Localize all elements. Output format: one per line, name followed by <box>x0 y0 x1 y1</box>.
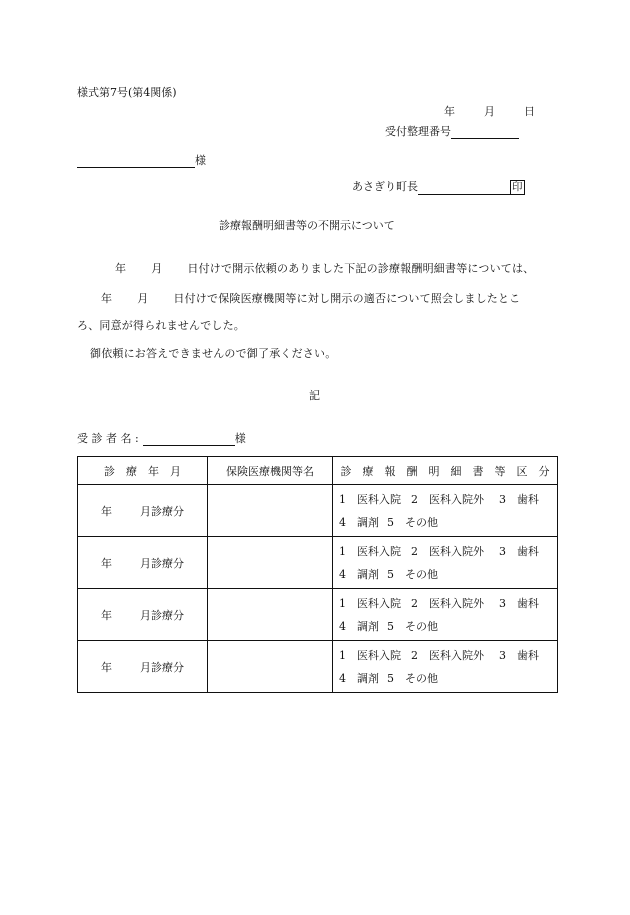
institution-cell <box>208 589 333 641</box>
issuer-blank <box>418 182 510 195</box>
body-line-4: 御依頼にお答えできませんので御了承ください。 <box>90 347 337 360</box>
body-line-2: 年 月 日付けで保険医療機関等に対し開示の適否について照会しましたとこ <box>101 292 521 305</box>
date-month: 月 <box>484 105 495 118</box>
header-treatment-month: 診 療 年 月 <box>78 457 208 485</box>
claims-table <box>77 456 558 693</box>
patient-suffix: 様 <box>234 432 246 445</box>
patient-label: 受 診 者 名 : <box>77 432 139 445</box>
seal-mark: 印 <box>512 181 523 193</box>
form-number: 様式第7号(第4関係) <box>77 86 177 99</box>
table-header-row <box>78 457 558 485</box>
issuer-label: あさぎり町長 <box>352 180 418 193</box>
issuer <box>352 178 525 195</box>
table-row <box>78 485 558 537</box>
treatment-month-cell: 年 月診療分 <box>78 641 208 693</box>
treatment-month-cell: 年 月診療分 <box>78 537 208 589</box>
treatment-month-cell: 年 月診療分 <box>78 485 208 537</box>
header-institution: 保険医療機関等名 <box>208 457 333 485</box>
table-row <box>78 537 558 589</box>
category-cell: 1 医科入院 2 医科入院外 3 歯科 4 調剤 5 その他 <box>333 537 558 589</box>
category-cell: 1 医科入院 2 医科入院外 3 歯科 4 調剤 5 その他 <box>333 641 558 693</box>
receipt-number-blank <box>451 126 519 139</box>
date-year: 年 <box>444 105 455 118</box>
patient-name <box>77 430 246 446</box>
date-day: 日 <box>524 105 535 118</box>
table-row <box>78 589 558 641</box>
body-line-3: ろ、同意が得られませんでした。 <box>77 319 245 332</box>
header-claim-category: 診 療 報 酬 明 細 書 等 区 分 <box>333 457 558 485</box>
patient-name-blank <box>143 433 235 446</box>
ki-heading: 記 <box>309 389 320 402</box>
institution-cell <box>208 537 333 589</box>
addressee-blank <box>77 155 195 168</box>
institution-cell <box>208 485 333 537</box>
addressee <box>77 152 206 168</box>
date-line <box>444 103 535 119</box>
document-title: 診療報酬明細書等の不開示について <box>219 219 395 232</box>
receipt-label: 受付整理番号 <box>385 125 451 138</box>
addressee-suffix: 様 <box>195 154 206 167</box>
body-line-1: 年 月 日付けで開示依頼のありました下記の診療報酬明細書等については、 <box>115 262 535 275</box>
category-cell: 1 医科入院 2 医科入院外 3 歯科 4 調剤 5 その他 <box>333 589 558 641</box>
receipt-number <box>385 123 519 139</box>
institution-cell <box>208 641 333 693</box>
table-row <box>78 641 558 693</box>
category-cell: 1 医科入院 2 医科入院外 3 歯科 4 調剤 5 その他 <box>333 485 558 537</box>
treatment-month-cell: 年 月診療分 <box>78 589 208 641</box>
